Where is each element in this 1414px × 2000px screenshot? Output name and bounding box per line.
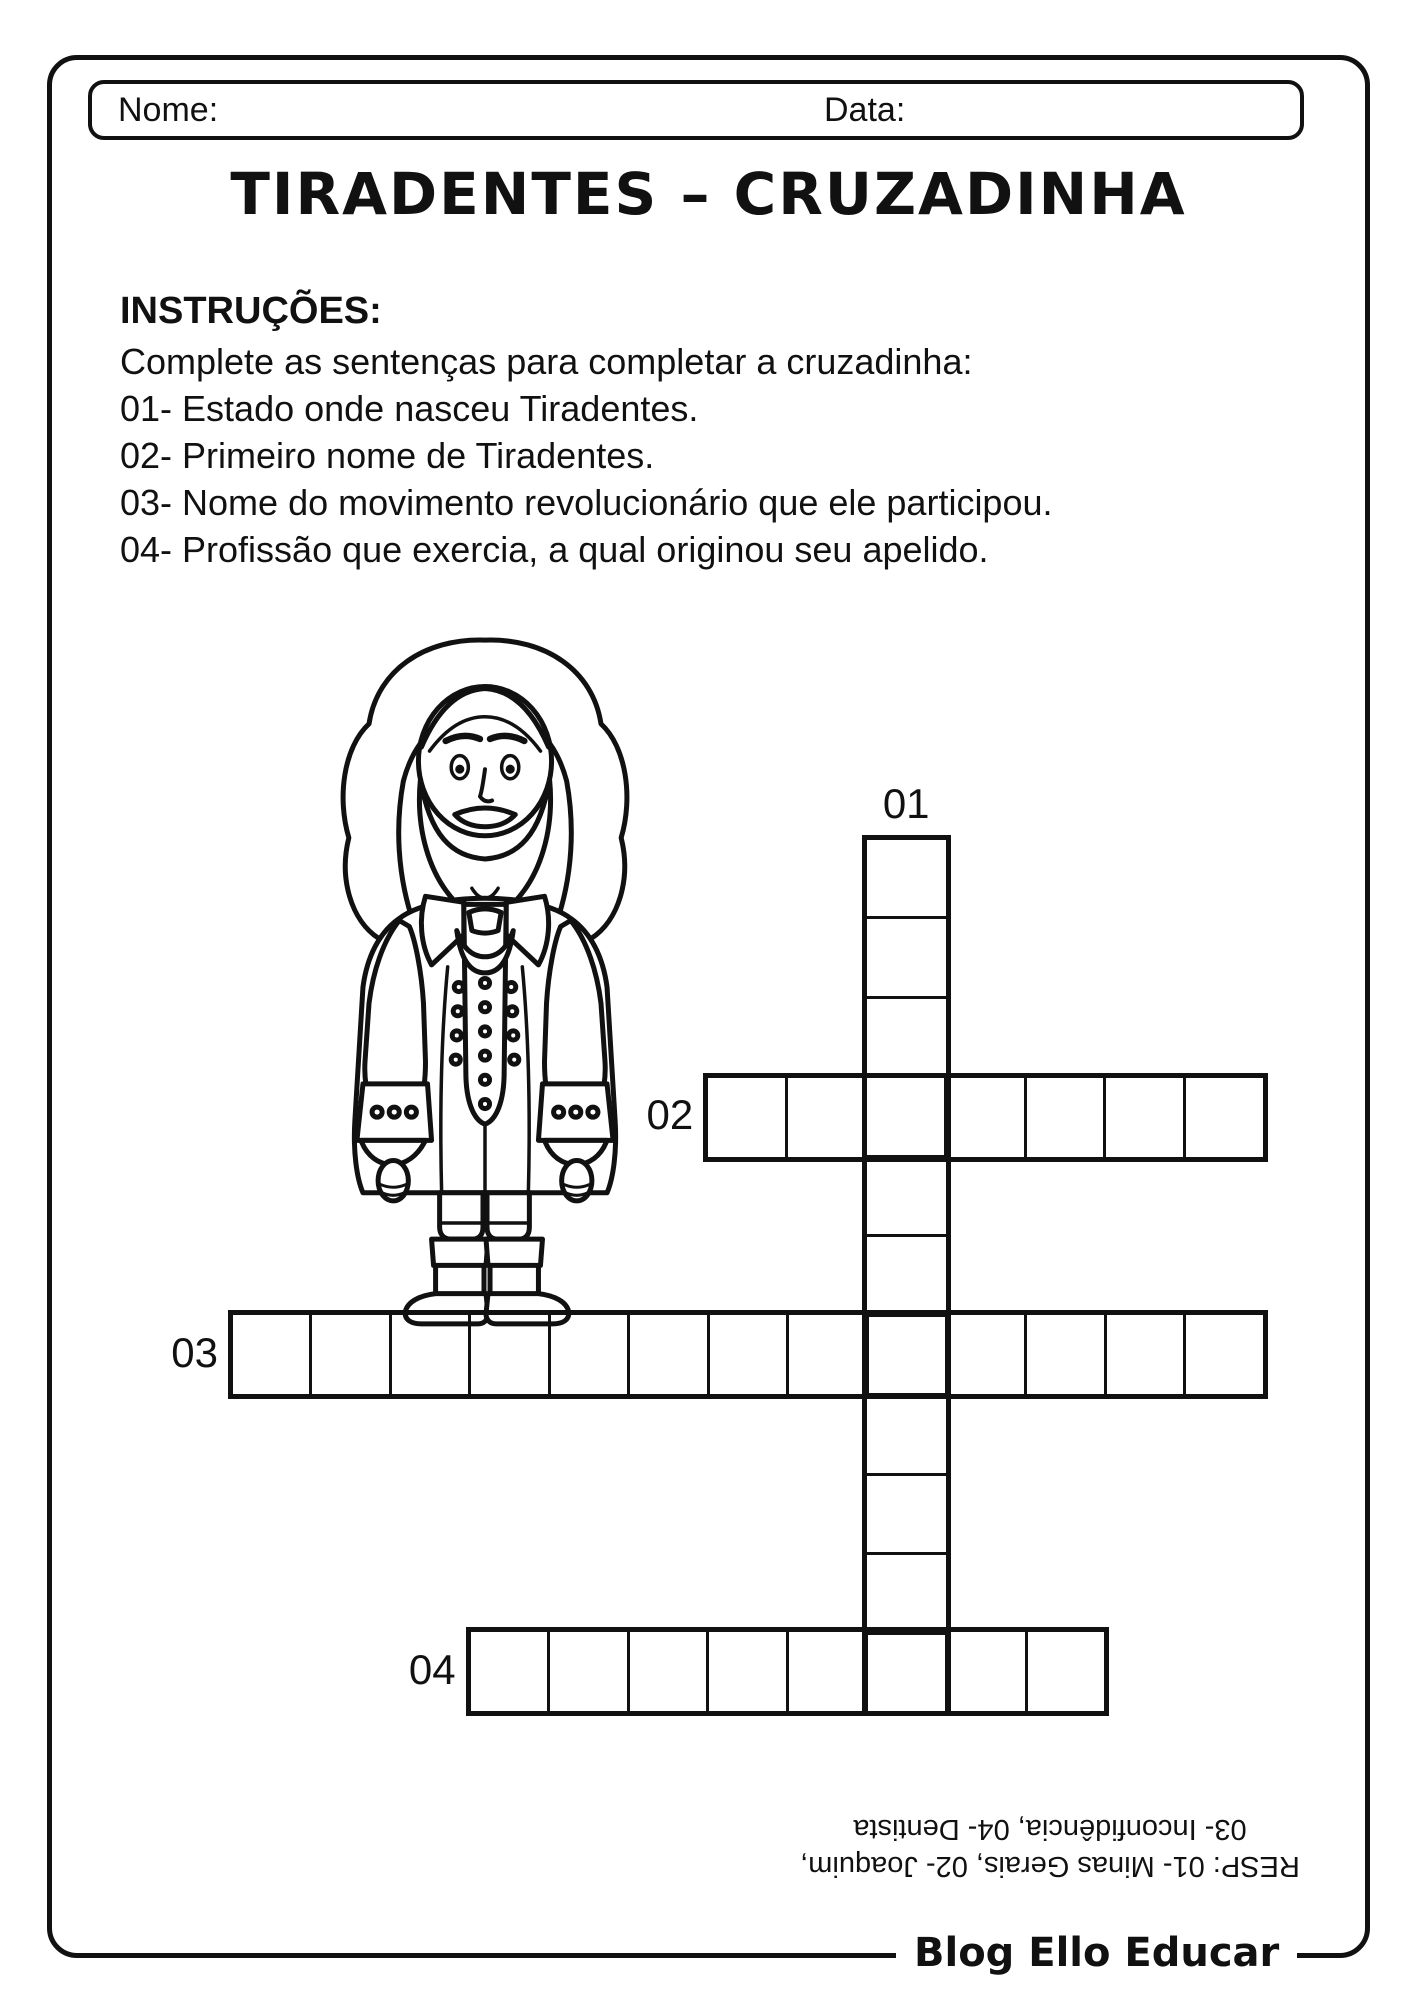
crossword-entry-02: [703, 1073, 1267, 1162]
instructions-block: [120, 288, 1300, 573]
crossword-entry-label-04: 04: [408, 1645, 456, 1693]
clue-02: 02- Primeiro nome de Tiradentes.: [120, 435, 655, 476]
crossword-cell[interactable]: [1183, 1315, 1262, 1394]
clue-01: 01- Estado onde nasceu Tiradentes.: [120, 388, 699, 429]
crossword-entry-03: [228, 1310, 1268, 1399]
crossword-cell[interactable]: [945, 1632, 1025, 1711]
crossword-cell[interactable]: [867, 1234, 946, 1313]
tiradentes-illustration: [248, 628, 722, 1334]
answer-key-line-1: RESP: 01- Minas Gerais, 02- Joaquim,: [800, 1850, 1300, 1882]
crossword-cell[interactable]: [785, 1078, 865, 1157]
crossword-cell[interactable]: [866, 1315, 945, 1394]
crossword-cell[interactable]: [1104, 1315, 1183, 1394]
crossword-cell[interactable]: [786, 1632, 866, 1711]
answer-key: [795, 1810, 1305, 1884]
crossword-cell[interactable]: [1183, 1078, 1263, 1157]
crossword-cell[interactable]: [627, 1315, 706, 1394]
crossword-cell[interactable]: [389, 1315, 468, 1394]
crossword-cell[interactable]: [707, 1315, 786, 1394]
answer-key-line-2: 03- Inconfidência, 04- Dentista: [853, 1813, 1247, 1845]
crossword-entry-label-01: 01: [882, 780, 930, 827]
crossword-cell[interactable]: [867, 996, 946, 1075]
crossword-cell[interactable]: [1024, 1078, 1104, 1157]
crossword-cell[interactable]: [309, 1315, 388, 1394]
crossword-cell[interactable]: [547, 1632, 627, 1711]
crossword-cell[interactable]: [945, 1315, 1024, 1394]
crossword-cell[interactable]: [471, 1632, 548, 1711]
crossword-cell[interactable]: [706, 1632, 786, 1711]
crossword-cell[interactable]: [1103, 1078, 1183, 1157]
crossword-cell[interactable]: [548, 1315, 627, 1394]
crossword-cell[interactable]: [867, 1155, 946, 1234]
clue-04: 04- Profissão que exercia, a qual originou seu apelido.: [120, 529, 989, 570]
crossword-cell[interactable]: [627, 1632, 707, 1711]
crossword-cell[interactable]: [233, 1315, 309, 1394]
crossword-cell[interactable]: [867, 916, 946, 995]
name-label: Nome:: [118, 90, 219, 129]
crossword-cell[interactable]: [864, 1078, 944, 1157]
crossword-cell[interactable]: [708, 1078, 785, 1157]
crossword-cell[interactable]: [944, 1078, 1024, 1157]
crossword-cell[interactable]: [867, 1393, 946, 1472]
crossword-cell[interactable]: [867, 1552, 946, 1631]
clue-03: 03- Nome do movimento revolucionário que ele participou.: [120, 482, 1053, 523]
page-title: TIRADENTES – CRUZADINHA: [230, 160, 1187, 228]
crossword-cell[interactable]: [786, 1315, 865, 1394]
crossword-entry-label-03: 03: [171, 1328, 218, 1376]
crossword-cell[interactable]: [867, 840, 946, 916]
footer-credit: Blog Ello Educar: [896, 1929, 1297, 1977]
crossword-cell[interactable]: [867, 1473, 946, 1552]
name-date-box: [88, 80, 1304, 140]
crossword-cell[interactable]: [1025, 1632, 1105, 1711]
crossword-cell[interactable]: [865, 1632, 945, 1711]
crossword-cell[interactable]: [468, 1315, 547, 1394]
crossword-cell[interactable]: [1024, 1315, 1103, 1394]
instructions-intro: Complete as sentenças para completar a cruzadinha:: [120, 341, 973, 382]
date-label: Data:: [824, 90, 906, 129]
crossword-entry-01: [862, 835, 951, 1716]
crossword-entry-04: [466, 1627, 1110, 1716]
instructions-heading: INSTRUÇÕES:: [120, 290, 382, 332]
crossword-entry-label-02: 02: [646, 1091, 694, 1139]
